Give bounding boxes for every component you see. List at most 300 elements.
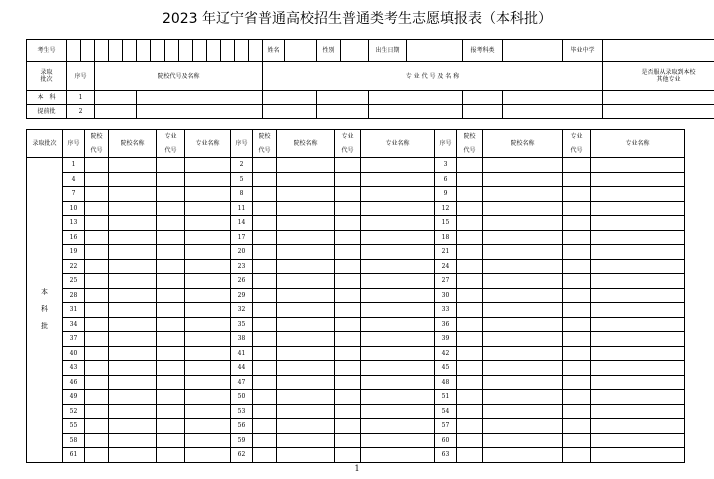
choice-major-name[interactable] bbox=[185, 419, 231, 434]
choice-major-name[interactable] bbox=[185, 288, 231, 303]
choice-college-name[interactable] bbox=[483, 259, 563, 274]
choice-major-name[interactable] bbox=[591, 245, 685, 260]
name-field[interactable] bbox=[285, 40, 317, 62]
choice-college-name[interactable] bbox=[277, 187, 335, 202]
choice-college-name[interactable] bbox=[277, 361, 335, 376]
choice-college-name[interactable] bbox=[109, 433, 157, 448]
choice-college-name[interactable] bbox=[483, 375, 563, 390]
choice-college-name[interactable] bbox=[277, 172, 335, 187]
choice-major-code[interactable] bbox=[157, 346, 185, 361]
choice-college-name[interactable] bbox=[483, 419, 563, 434]
choice-college-code[interactable] bbox=[85, 317, 109, 332]
choice-major-code[interactable] bbox=[157, 317, 185, 332]
choice-major-code[interactable] bbox=[157, 404, 185, 419]
exam-number-digit[interactable] bbox=[67, 40, 81, 62]
choice-major-name[interactable] bbox=[591, 187, 685, 202]
priority-major-4[interactable] bbox=[463, 105, 503, 119]
table-row bbox=[27, 433, 685, 448]
school-field[interactable] bbox=[603, 40, 714, 62]
choice-college-code[interactable] bbox=[253, 332, 277, 347]
choice-college-name[interactable] bbox=[277, 419, 335, 434]
choice-major-name[interactable] bbox=[361, 332, 435, 347]
grid-major-name-header: 专业名称 bbox=[361, 130, 435, 158]
choice-college-code[interactable] bbox=[253, 158, 277, 173]
choice-college-name[interactable] bbox=[277, 375, 335, 390]
choice-college-name[interactable] bbox=[109, 361, 157, 376]
choice-major-name[interactable] bbox=[591, 288, 685, 303]
choice-college-name[interactable] bbox=[277, 332, 335, 347]
choice-major-code[interactable] bbox=[563, 245, 591, 260]
exam-number-digit[interactable] bbox=[109, 40, 123, 62]
choice-college-name[interactable] bbox=[277, 448, 335, 463]
choice-major-name[interactable] bbox=[185, 245, 231, 260]
choice-college-name[interactable] bbox=[109, 288, 157, 303]
priority-college-code[interactable] bbox=[95, 105, 137, 119]
choice-major-name[interactable] bbox=[361, 375, 435, 390]
choice-college-name[interactable] bbox=[109, 172, 157, 187]
choice-major-code[interactable] bbox=[335, 245, 361, 260]
choice-major-code[interactable] bbox=[157, 375, 185, 390]
choice-college-code[interactable] bbox=[85, 361, 109, 376]
choice-college-code[interactable] bbox=[85, 172, 109, 187]
choice-college-name[interactable] bbox=[483, 433, 563, 448]
exam-number-digit[interactable] bbox=[81, 40, 95, 62]
choice-college-code[interactable] bbox=[457, 187, 483, 202]
choice-college-code[interactable] bbox=[457, 303, 483, 318]
choice-major-name[interactable] bbox=[591, 404, 685, 419]
choice-major-code[interactable] bbox=[563, 433, 591, 448]
table-row bbox=[27, 390, 685, 405]
choice-major-name[interactable] bbox=[361, 288, 435, 303]
choice-college-name[interactable] bbox=[109, 187, 157, 202]
choice-college-code[interactable] bbox=[85, 201, 109, 216]
choice-college-code[interactable] bbox=[253, 259, 277, 274]
choice-major-name[interactable] bbox=[591, 390, 685, 405]
choice-college-name[interactable] bbox=[277, 158, 335, 173]
choice-major-code[interactable] bbox=[335, 172, 361, 187]
choice-major-name[interactable] bbox=[361, 172, 435, 187]
exam-number-digit[interactable] bbox=[137, 40, 151, 62]
choice-major-code[interactable] bbox=[157, 172, 185, 187]
choice-college-name[interactable] bbox=[483, 201, 563, 216]
choice-college-name[interactable] bbox=[483, 274, 563, 289]
choice-major-name[interactable] bbox=[185, 230, 231, 245]
choice-college-name[interactable] bbox=[277, 216, 335, 231]
choice-college-name[interactable] bbox=[109, 404, 157, 419]
priority-major-1[interactable] bbox=[263, 105, 317, 119]
choice-college-name[interactable] bbox=[483, 172, 563, 187]
choice-major-name[interactable] bbox=[361, 274, 435, 289]
choice-college-code[interactable] bbox=[457, 419, 483, 434]
choice-major-code[interactable] bbox=[563, 230, 591, 245]
choice-major-name[interactable] bbox=[591, 274, 685, 289]
choice-major-name[interactable] bbox=[361, 230, 435, 245]
choice-major-name[interactable] bbox=[185, 361, 231, 376]
choice-college-name[interactable] bbox=[483, 230, 563, 245]
choice-major-code[interactable] bbox=[157, 274, 185, 289]
choice-seq: 35 bbox=[231, 317, 253, 332]
choice-major-name[interactable] bbox=[591, 361, 685, 376]
choice-college-code[interactable] bbox=[85, 245, 109, 260]
choice-major-code[interactable] bbox=[563, 404, 591, 419]
choice-college-name[interactable] bbox=[109, 419, 157, 434]
choice-major-name[interactable] bbox=[185, 187, 231, 202]
choice-college-code[interactable] bbox=[85, 419, 109, 434]
choice-college-name[interactable] bbox=[483, 361, 563, 376]
choice-major-name[interactable] bbox=[185, 375, 231, 390]
priority-major-1[interactable] bbox=[263, 91, 317, 105]
choice-college-name[interactable] bbox=[277, 274, 335, 289]
choice-college-code[interactable] bbox=[253, 317, 277, 332]
choice-major-code[interactable] bbox=[563, 187, 591, 202]
exam-number-digit[interactable] bbox=[235, 40, 249, 62]
subject-field[interactable] bbox=[503, 40, 563, 62]
choice-college-name[interactable] bbox=[483, 346, 563, 361]
priority-college-name[interactable] bbox=[137, 105, 263, 119]
choice-college-code[interactable] bbox=[253, 303, 277, 318]
choice-college-code[interactable] bbox=[253, 419, 277, 434]
choice-seq: 40 bbox=[63, 346, 85, 361]
choice-major-name[interactable] bbox=[185, 390, 231, 405]
choice-major-code[interactable] bbox=[563, 346, 591, 361]
choice-college-name[interactable] bbox=[483, 390, 563, 405]
choice-major-name[interactable] bbox=[361, 433, 435, 448]
choice-major-code[interactable] bbox=[157, 419, 185, 434]
choice-college-code[interactable] bbox=[253, 230, 277, 245]
choice-major-name[interactable] bbox=[185, 303, 231, 318]
choice-major-code[interactable] bbox=[563, 288, 591, 303]
choice-seq: 53 bbox=[231, 404, 253, 419]
choice-college-name[interactable] bbox=[109, 332, 157, 347]
choice-major-name[interactable] bbox=[591, 216, 685, 231]
choice-college-name[interactable] bbox=[277, 303, 335, 318]
choice-college-name[interactable] bbox=[277, 259, 335, 274]
choice-major-name[interactable] bbox=[591, 419, 685, 434]
choice-major-code[interactable] bbox=[157, 259, 185, 274]
choice-major-name[interactable] bbox=[361, 390, 435, 405]
choice-college-name[interactable] bbox=[109, 274, 157, 289]
choice-major-code[interactable] bbox=[563, 448, 591, 463]
choice-major-name[interactable] bbox=[361, 303, 435, 318]
choice-college-name[interactable] bbox=[277, 245, 335, 260]
priority-major-5[interactable] bbox=[503, 105, 603, 119]
choice-college-code[interactable] bbox=[85, 274, 109, 289]
choice-college-code[interactable] bbox=[85, 404, 109, 419]
choice-college-code[interactable] bbox=[457, 259, 483, 274]
choice-major-name[interactable] bbox=[361, 201, 435, 216]
choice-college-code[interactable] bbox=[85, 448, 109, 463]
choice-major-name[interactable] bbox=[185, 448, 231, 463]
table-row bbox=[27, 448, 685, 463]
choice-college-code[interactable] bbox=[457, 274, 483, 289]
choice-major-name[interactable] bbox=[361, 317, 435, 332]
priority-major-2[interactable] bbox=[317, 91, 369, 105]
choice-major-code[interactable] bbox=[563, 201, 591, 216]
choice-major-name[interactable] bbox=[591, 201, 685, 216]
exam-number-digit[interactable] bbox=[207, 40, 221, 62]
choice-major-code[interactable] bbox=[563, 259, 591, 274]
choice-college-name[interactable] bbox=[109, 230, 157, 245]
priority-adjust[interactable] bbox=[603, 91, 714, 105]
choice-major-code[interactable] bbox=[335, 404, 361, 419]
choice-major-code[interactable] bbox=[157, 433, 185, 448]
choice-college-name[interactable] bbox=[109, 259, 157, 274]
choice-college-code[interactable] bbox=[85, 346, 109, 361]
choice-major-code[interactable] bbox=[335, 274, 361, 289]
choice-college-name[interactable] bbox=[109, 158, 157, 173]
choice-major-name[interactable] bbox=[361, 245, 435, 260]
choice-major-name[interactable] bbox=[361, 361, 435, 376]
choice-college-code[interactable] bbox=[457, 158, 483, 173]
choice-major-name[interactable] bbox=[591, 317, 685, 332]
choice-college-code[interactable] bbox=[253, 390, 277, 405]
choice-major-code[interactable] bbox=[335, 216, 361, 231]
choice-major-name[interactable] bbox=[591, 448, 685, 463]
choice-major-code[interactable] bbox=[157, 361, 185, 376]
choice-major-code[interactable] bbox=[563, 361, 591, 376]
choice-major-code[interactable] bbox=[335, 419, 361, 434]
choice-college-code[interactable] bbox=[457, 375, 483, 390]
choice-major-code[interactable] bbox=[335, 433, 361, 448]
choice-college-code[interactable] bbox=[85, 230, 109, 245]
choice-college-name[interactable] bbox=[277, 317, 335, 332]
choice-major-name[interactable] bbox=[591, 230, 685, 245]
choice-college-code[interactable] bbox=[85, 158, 109, 173]
choice-college-name[interactable] bbox=[483, 303, 563, 318]
choice-major-code[interactable] bbox=[563, 390, 591, 405]
choice-college-name[interactable] bbox=[277, 201, 335, 216]
table-row bbox=[27, 230, 685, 245]
choice-college-name[interactable] bbox=[277, 390, 335, 405]
choice-major-code[interactable] bbox=[157, 187, 185, 202]
choice-college-code[interactable] bbox=[85, 375, 109, 390]
choice-college-code[interactable] bbox=[457, 346, 483, 361]
choice-major-code[interactable] bbox=[335, 390, 361, 405]
priority-major-4[interactable] bbox=[463, 91, 503, 105]
choice-major-name[interactable] bbox=[185, 433, 231, 448]
birth-date-field[interactable] bbox=[407, 40, 463, 62]
table-row bbox=[27, 288, 685, 303]
choice-major-code[interactable] bbox=[157, 201, 185, 216]
choice-college-name[interactable] bbox=[483, 404, 563, 419]
choice-major-code[interactable] bbox=[157, 448, 185, 463]
choice-college-code[interactable] bbox=[253, 216, 277, 231]
choice-college-name[interactable] bbox=[109, 390, 157, 405]
choice-college-name[interactable] bbox=[109, 245, 157, 260]
choice-college-code[interactable] bbox=[253, 375, 277, 390]
choice-college-code[interactable] bbox=[253, 201, 277, 216]
choice-major-name[interactable] bbox=[591, 375, 685, 390]
priority-major-3[interactable] bbox=[369, 105, 463, 119]
choice-college-code[interactable] bbox=[457, 201, 483, 216]
choice-college-name[interactable] bbox=[483, 448, 563, 463]
choice-major-code[interactable] bbox=[335, 346, 361, 361]
choice-college-code[interactable] bbox=[253, 288, 277, 303]
choice-college-code[interactable] bbox=[85, 216, 109, 231]
choice-college-code[interactable] bbox=[253, 274, 277, 289]
choice-major-code[interactable] bbox=[335, 303, 361, 318]
choice-college-name[interactable] bbox=[109, 216, 157, 231]
choice-major-code[interactable] bbox=[335, 288, 361, 303]
exam-number-digit[interactable] bbox=[249, 40, 263, 62]
choice-college-name[interactable] bbox=[277, 404, 335, 419]
choice-college-code[interactable] bbox=[85, 288, 109, 303]
choice-college-name[interactable] bbox=[109, 448, 157, 463]
choice-major-code[interactable] bbox=[157, 390, 185, 405]
choice-college-code[interactable] bbox=[457, 230, 483, 245]
choice-college-code[interactable] bbox=[457, 216, 483, 231]
choice-college-code[interactable] bbox=[85, 390, 109, 405]
priority-adjust[interactable] bbox=[603, 105, 714, 119]
choice-major-name[interactable] bbox=[185, 317, 231, 332]
choice-college-code[interactable] bbox=[85, 332, 109, 347]
choice-college-code[interactable] bbox=[457, 433, 483, 448]
gender-field[interactable] bbox=[341, 40, 369, 62]
choice-major-name[interactable] bbox=[185, 332, 231, 347]
choice-major-name[interactable] bbox=[591, 346, 685, 361]
choice-college-code[interactable] bbox=[457, 404, 483, 419]
choice-college-name[interactable] bbox=[483, 332, 563, 347]
choice-major-code[interactable] bbox=[563, 303, 591, 318]
choice-major-code[interactable] bbox=[335, 158, 361, 173]
choice-college-name[interactable] bbox=[483, 158, 563, 173]
choice-major-name[interactable] bbox=[591, 158, 685, 173]
choice-college-code[interactable] bbox=[457, 448, 483, 463]
choice-major-name[interactable] bbox=[591, 433, 685, 448]
choice-major-name[interactable] bbox=[185, 404, 231, 419]
choice-college-code[interactable] bbox=[253, 404, 277, 419]
choice-major-code[interactable] bbox=[563, 419, 591, 434]
choice-college-code[interactable] bbox=[457, 245, 483, 260]
priority-major-3[interactable] bbox=[369, 91, 463, 105]
choice-seq: 47 bbox=[231, 375, 253, 390]
exam-number-digit[interactable] bbox=[193, 40, 207, 62]
choice-college-code[interactable] bbox=[85, 433, 109, 448]
choice-major-name[interactable] bbox=[185, 274, 231, 289]
priority-college-name[interactable] bbox=[137, 91, 263, 105]
choice-major-code[interactable] bbox=[335, 332, 361, 347]
adjust-header bbox=[603, 62, 714, 91]
choice-major-name[interactable] bbox=[361, 419, 435, 434]
choice-major-name[interactable] bbox=[361, 404, 435, 419]
choice-college-name[interactable] bbox=[109, 346, 157, 361]
priority-college-code[interactable] bbox=[95, 91, 137, 105]
choice-major-name[interactable] bbox=[185, 346, 231, 361]
choice-major-code[interactable] bbox=[157, 288, 185, 303]
choice-major-code[interactable] bbox=[335, 259, 361, 274]
choice-major-name[interactable] bbox=[591, 259, 685, 274]
choice-major-name[interactable] bbox=[361, 216, 435, 231]
choice-college-code[interactable] bbox=[457, 172, 483, 187]
choice-college-code[interactable] bbox=[85, 187, 109, 202]
choice-major-code[interactable] bbox=[563, 274, 591, 289]
choice-major-code[interactable] bbox=[157, 158, 185, 173]
choice-major-code[interactable] bbox=[335, 230, 361, 245]
choice-major-name[interactable] bbox=[185, 259, 231, 274]
choice-major-code[interactable] bbox=[335, 187, 361, 202]
choice-college-code[interactable] bbox=[457, 317, 483, 332]
choice-major-code[interactable] bbox=[563, 172, 591, 187]
choice-college-name[interactable] bbox=[109, 375, 157, 390]
choice-major-code[interactable] bbox=[157, 216, 185, 231]
choice-college-code[interactable] bbox=[253, 245, 277, 260]
choice-major-name[interactable] bbox=[591, 303, 685, 318]
choice-major-code[interactable] bbox=[157, 332, 185, 347]
choice-seq: 51 bbox=[435, 390, 457, 405]
exam-number-digit[interactable] bbox=[151, 40, 165, 62]
exam-number-digit[interactable] bbox=[179, 40, 193, 62]
choice-major-code[interactable] bbox=[335, 448, 361, 463]
choice-college-code[interactable] bbox=[457, 361, 483, 376]
choice-major-name[interactable] bbox=[185, 201, 231, 216]
choice-college-name[interactable] bbox=[277, 346, 335, 361]
choice-college-name[interactable] bbox=[483, 245, 563, 260]
choice-college-name[interactable] bbox=[277, 230, 335, 245]
choice-college-code[interactable] bbox=[253, 448, 277, 463]
choice-major-name[interactable] bbox=[361, 448, 435, 463]
choice-major-name[interactable] bbox=[361, 259, 435, 274]
choice-college-code[interactable] bbox=[457, 332, 483, 347]
exam-number-digit[interactable] bbox=[221, 40, 235, 62]
choice-major-name[interactable] bbox=[591, 172, 685, 187]
exam-number-digit[interactable] bbox=[165, 40, 179, 62]
choice-college-code[interactable] bbox=[85, 259, 109, 274]
choice-major-code[interactable] bbox=[563, 375, 591, 390]
choice-college-code[interactable] bbox=[253, 433, 277, 448]
choice-college-code[interactable] bbox=[253, 172, 277, 187]
choice-major-name[interactable] bbox=[361, 346, 435, 361]
choice-college-name[interactable] bbox=[277, 433, 335, 448]
choice-college-name[interactable] bbox=[483, 187, 563, 202]
choice-major-name[interactable] bbox=[185, 172, 231, 187]
choice-major-code[interactable] bbox=[563, 332, 591, 347]
choice-major-name[interactable] bbox=[185, 216, 231, 231]
choice-college-name[interactable] bbox=[277, 288, 335, 303]
exam-number-digit[interactable] bbox=[95, 40, 109, 62]
choice-college-code[interactable] bbox=[85, 303, 109, 318]
priority-major-2[interactable] bbox=[317, 105, 369, 119]
choice-major-code[interactable] bbox=[563, 216, 591, 231]
choice-college-name[interactable] bbox=[483, 288, 563, 303]
priority-major-5[interactable] bbox=[503, 91, 603, 105]
choice-major-code[interactable] bbox=[563, 158, 591, 173]
choice-major-code[interactable] bbox=[157, 230, 185, 245]
choice-seq: 44 bbox=[231, 361, 253, 376]
choice-major-name[interactable] bbox=[185, 158, 231, 173]
choice-college-name[interactable] bbox=[109, 303, 157, 318]
choice-college-code[interactable] bbox=[457, 390, 483, 405]
choice-major-code[interactable] bbox=[563, 317, 591, 332]
exam-number-digit[interactable] bbox=[123, 40, 137, 62]
choice-college-name[interactable] bbox=[109, 201, 157, 216]
choice-major-code[interactable] bbox=[157, 245, 185, 260]
choice-college-name[interactable] bbox=[483, 216, 563, 231]
choice-college-code[interactable] bbox=[253, 361, 277, 376]
choice-college-code[interactable] bbox=[457, 288, 483, 303]
choice-major-name[interactable] bbox=[361, 158, 435, 173]
choice-major-code[interactable] bbox=[335, 361, 361, 376]
choice-college-name[interactable] bbox=[109, 317, 157, 332]
choice-college-name[interactable] bbox=[483, 317, 563, 332]
choice-major-name[interactable] bbox=[591, 332, 685, 347]
choice-major-code[interactable] bbox=[157, 303, 185, 318]
choice-major-code[interactable] bbox=[335, 317, 361, 332]
choice-major-name[interactable] bbox=[361, 187, 435, 202]
choice-college-code[interactable] bbox=[253, 187, 277, 202]
choice-major-code[interactable] bbox=[335, 201, 361, 216]
choice-college-code[interactable] bbox=[253, 346, 277, 361]
choice-major-code[interactable] bbox=[335, 375, 361, 390]
